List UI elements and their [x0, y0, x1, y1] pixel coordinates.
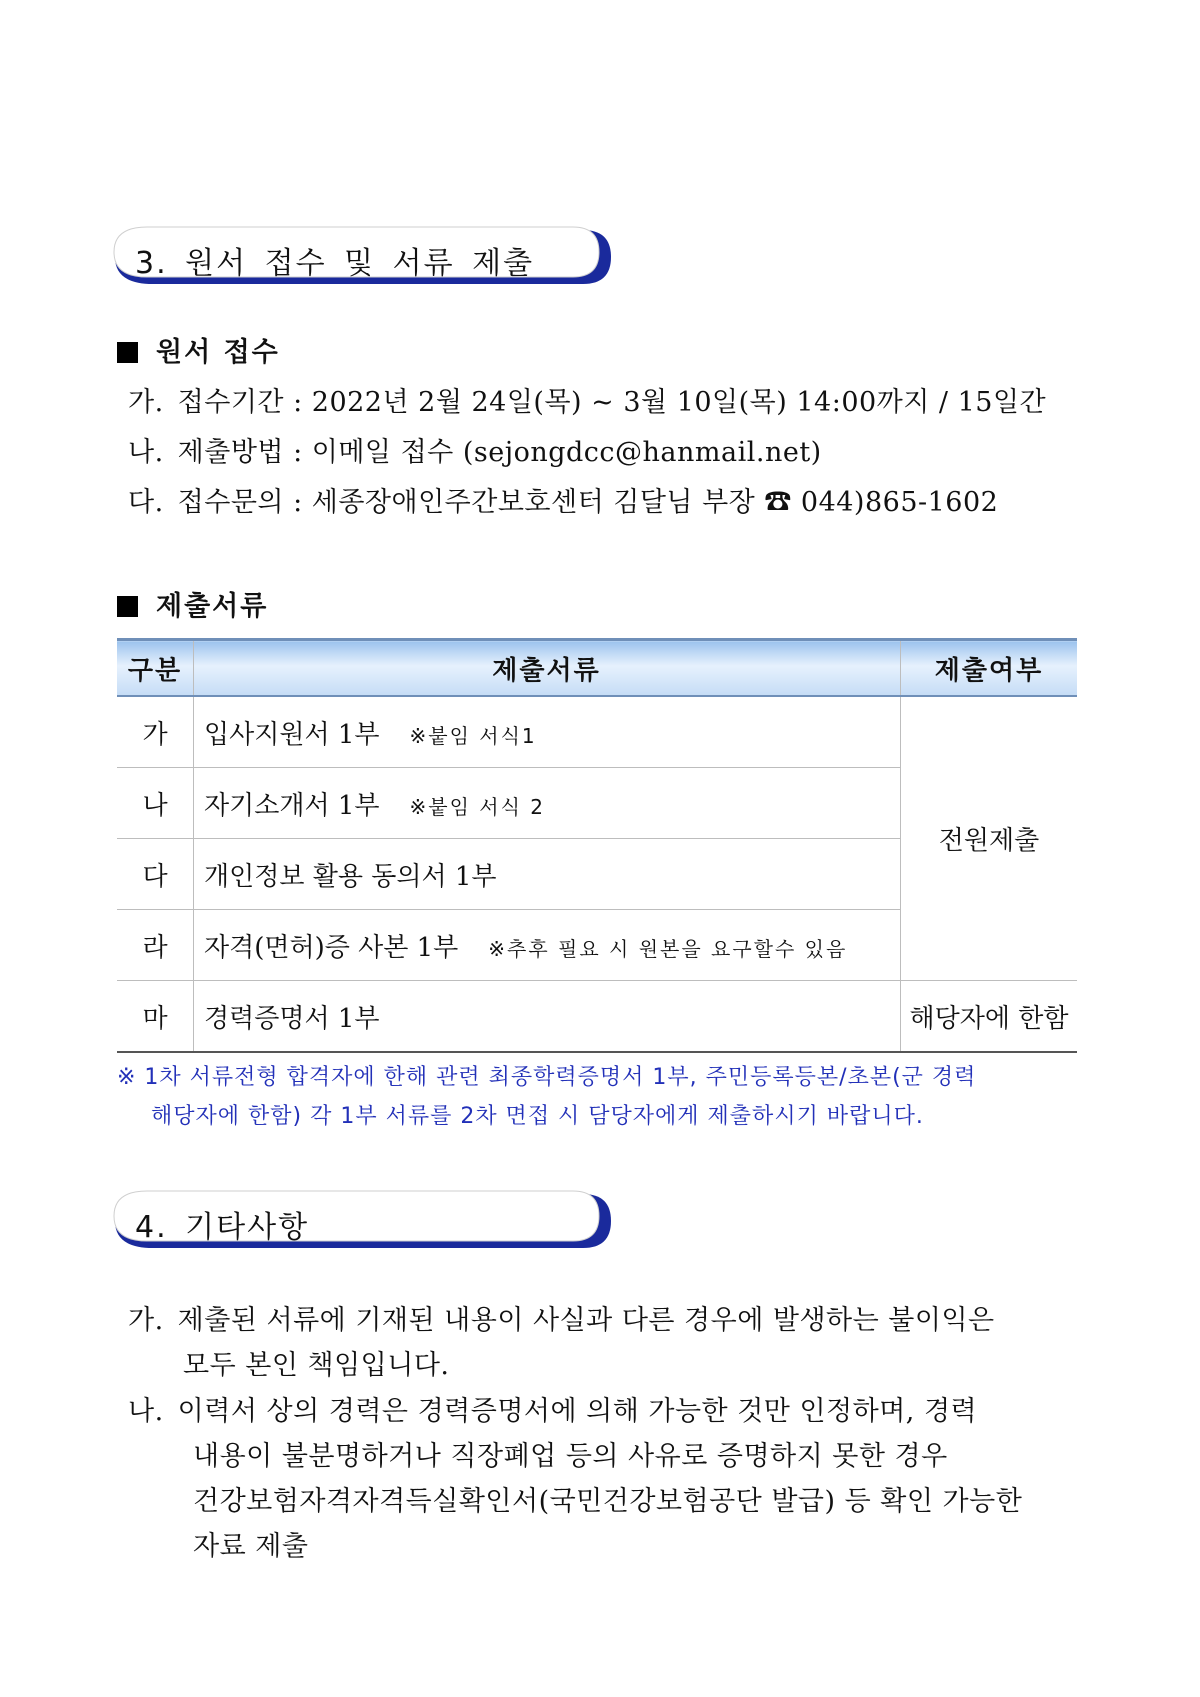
section-4-banner — [113, 1190, 615, 1252]
col-header-documents: 제출서류 — [194, 640, 901, 697]
item-label: 나. — [128, 1396, 164, 1427]
document-name: 입사지원서 1부 — [204, 719, 380, 750]
application-heading-text: 원서 접수 — [156, 337, 280, 368]
col-header-category: 구분 — [117, 640, 194, 697]
row-id: 마 — [117, 981, 194, 1053]
misc-item-a-line-2: 모두 본인 책임입니다. — [183, 1350, 450, 1381]
documents-table — [117, 638, 1077, 1053]
status-all: 전원제출 — [901, 696, 1078, 981]
document-name: 경력증명서 1부 — [204, 1003, 380, 1034]
document-note: ※붙임 서식 2 — [409, 794, 545, 819]
item-text: 접수기간 : 2022년 2월 24일(목) ~ 3월 10일(목) 14:00까지 / 15일간 — [177, 387, 1047, 418]
document-note: ※붙임 서식1 — [409, 723, 537, 748]
document-name: 자기소개서 1부 — [204, 790, 380, 821]
row-id: 가 — [117, 696, 194, 768]
application-heading — [117, 330, 280, 369]
square-bullet-icon — [117, 596, 138, 617]
table-row — [117, 981, 1077, 1053]
item-text: 이력서 상의 경력은 경력증명서에 의해 가능한 것만 인정하며, 경력 — [177, 1396, 978, 1427]
section-3-banner — [113, 226, 615, 288]
documents-heading — [117, 584, 268, 623]
misc-item-a-line-1 — [128, 1298, 995, 1337]
document-name: 자격(면허)증 사본 1부 — [204, 932, 459, 963]
col-header-status: 제출여부 — [901, 640, 1078, 697]
item-text: 접수문의 : 세종장애인주간보호센터 김달님 부장 ☎ 044)865-1602 — [177, 487, 999, 518]
section-3-title: 3. 원서 접수 및 서류 제출 — [135, 246, 535, 281]
document-note: ※추후 필요 시 원본을 요구할수 있음 — [488, 936, 848, 961]
application-period — [128, 380, 1046, 419]
table-row — [117, 696, 1077, 768]
row-id: 라 — [117, 910, 194, 981]
row-document — [194, 910, 901, 981]
documents-note-line-2: 해당자에 한함) 각 1부 서류를 2차 면접 시 담당자에게 제출하시기 바랍니다. — [151, 1104, 924, 1129]
misc-item-b-line-2: 내용이 불분명하거나 직장폐업 등의 사유로 증명하지 못한 경우 — [193, 1441, 948, 1472]
misc-item-b-line-1 — [128, 1389, 977, 1428]
item-label: 다. — [128, 487, 164, 518]
row-id: 다 — [117, 839, 194, 910]
documents-note-line-1: ※ 1차 서류전형 합격자에 한해 관련 최종학력증명서 1부, 주민등록등본/초본(군 경력 — [117, 1065, 977, 1090]
table-header-row — [117, 640, 1077, 697]
item-text: 제출방법 : 이메일 접수 (sejongdcc@hanmail.net) — [177, 437, 822, 468]
item-label: 가. — [128, 387, 164, 418]
row-document — [194, 981, 901, 1053]
row-document — [194, 768, 901, 839]
application-method — [128, 430, 822, 469]
misc-item-b-line-4: 자료 제출 — [193, 1531, 309, 1562]
row-document — [194, 839, 901, 910]
item-label: 나. — [128, 437, 164, 468]
section-4-title: 4. 기타사항 — [135, 1210, 310, 1245]
square-bullet-icon — [117, 342, 138, 363]
misc-item-b-line-3: 건강보험자격자격득실확인서(국민건강보험공단 발급) 등 확인 가능한 — [193, 1486, 1023, 1517]
status-last: 해당자에 한함 — [901, 981, 1078, 1053]
item-text: 제출된 서류에 기재된 내용이 사실과 다른 경우에 발생하는 불이익은 — [177, 1305, 995, 1336]
documents-heading-text: 제출서류 — [156, 591, 269, 622]
application-contact — [128, 480, 998, 519]
row-id: 나 — [117, 768, 194, 839]
document-name: 개인정보 활용 동의서 1부 — [204, 861, 497, 892]
row-document — [194, 696, 901, 768]
item-label: 가. — [128, 1305, 164, 1336]
